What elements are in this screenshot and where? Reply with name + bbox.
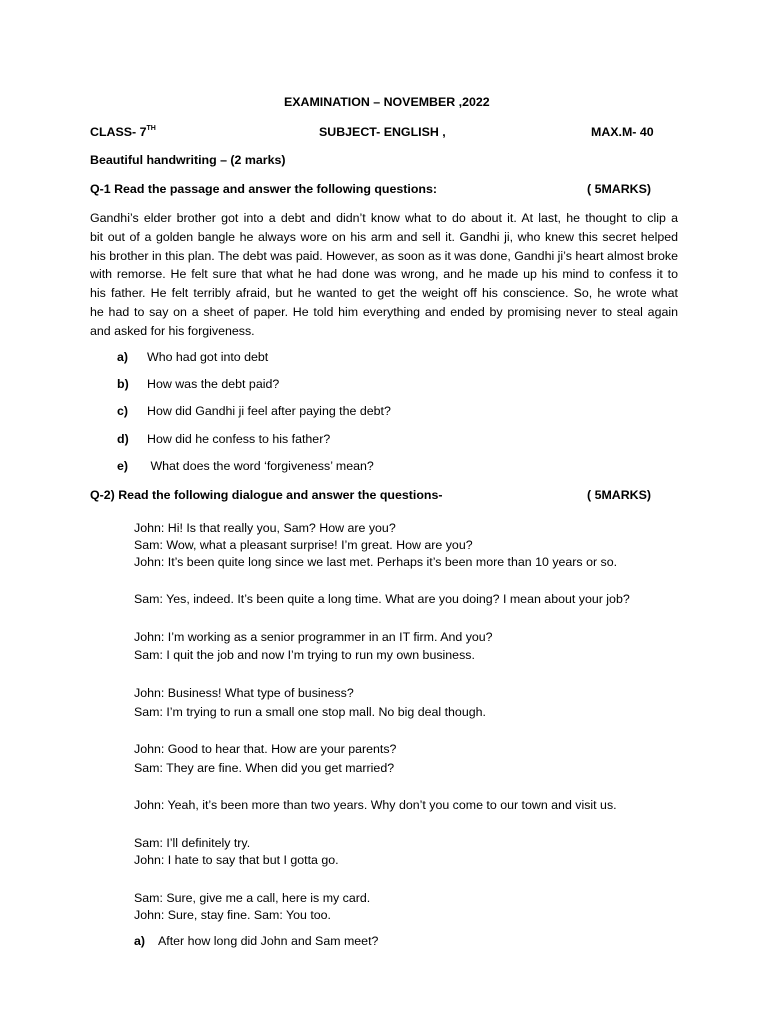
dialogue-line: Sam: Wow, what a pleasant surprise! I’m great. How are you? — [134, 538, 473, 552]
question-label: e) — [117, 459, 129, 473]
passage-line: bit out of a golden bangle he always wore on his arm and sell it. Gandhi ji, who knew this secret helped — [90, 229, 678, 244]
question-text: How did Gandhi ji feel after paying the debt? — [147, 404, 391, 418]
dialogue-line: John: Hi! Is that really you, Sam? How are you? — [134, 521, 396, 535]
question-label: d) — [117, 432, 129, 446]
question-label: a) — [134, 934, 146, 948]
question-text: Who had got into debt — [147, 350, 269, 364]
dialogue-line: John: I’m working as a senior programmer in an IT firm. And you? — [134, 630, 493, 644]
q1-marks: ( 5MARKS) — [587, 182, 652, 196]
question-text: How was the debt paid? — [147, 377, 280, 391]
dialogue-line: John: Yeah, it’s been more than two years. Why don’t you come to our town and visit us. — [134, 798, 617, 812]
q1-question — [117, 350, 268, 364]
dialogue-line: Sam: Yes, indeed. It’s been quite a long time. What are you doing? I mean about your job? — [134, 592, 630, 606]
class-superscript: TH — [146, 125, 156, 132]
class-label: CLASS- 7TH — [90, 125, 156, 139]
handwriting-instruction: Beautiful handwriting – (2 marks) — [90, 153, 286, 167]
passage-line: he had to say on a sheet of paper. He told him everything and ended by promising never to steal again — [90, 304, 678, 319]
q1-heading: Q-1 Read the passage and answer the following questions: — [90, 182, 437, 196]
question-text: What does the word ‘forgiveness’ mean? — [147, 459, 374, 473]
dialogue-line: Sam: I’m trying to run a small one stop mall. No big deal though. — [134, 705, 486, 719]
dialogue-line: John: Sure, stay fine. Sam: You too. — [134, 908, 331, 922]
question-label: c) — [117, 404, 129, 418]
passage-line: with remorse. He felt sure that what he had done was wrong, and he made up his mind to confess it to — [90, 267, 678, 282]
dialogue-line: John: Good to hear that. How are your parents? — [134, 742, 397, 756]
q1-passage — [90, 209, 678, 341]
exam-title: EXAMINATION – NOVEMBER ,2022 — [284, 95, 490, 109]
passage-line: Gandhi’s elder brother got into a debt and didn’t know what to do about it. At last, he thought to clip a — [90, 211, 678, 225]
q2-heading: Q-2) Read the following dialogue and answer the questions- — [90, 488, 443, 502]
dialogue-line: John: It’s been quite long since we last met. Perhaps it’s been more than 10 years or so. — [134, 555, 618, 569]
q1-question — [117, 459, 374, 473]
passage-line: his father. He felt terribly afraid, but he wanted to get the weight off his conscience. So, he wrote what — [90, 286, 678, 301]
question-text: After how long did John and Sam meet? — [158, 934, 379, 948]
question-text: How did he confess to his father? — [147, 432, 331, 446]
dialogue-line: Sam: I’ll definitely try. — [134, 836, 251, 850]
q1-question — [117, 377, 279, 391]
subject-label: SUBJECT- ENGLISH , — [319, 125, 446, 139]
question-label: b) — [117, 377, 129, 391]
passage-line: his brother in this plan. The debt was paid. However, as soon as it was done, Gandhi ji’s heart almost broke — [90, 248, 678, 263]
dialogue-line: Sam: Sure, give me a call, here is my card. — [134, 891, 371, 905]
q2-question — [134, 934, 378, 948]
q1-question — [117, 432, 330, 446]
dialogue-line: Sam: I quit the job and now I’m trying to run my own business. — [134, 648, 475, 662]
dialogue-line: John: Business! What type of business? — [134, 686, 354, 700]
q2-marks: ( 5MARKS) — [587, 488, 652, 502]
question-label: a) — [117, 350, 129, 364]
dialogue-line: Sam: They are fine. When did you get married? — [134, 761, 395, 775]
max-marks-label: MAX.M- 40 — [591, 125, 654, 139]
dialogue-line: John: I hate to say that but I gotta go. — [134, 853, 339, 867]
q1-question — [117, 404, 391, 418]
passage-line: and asked for his forgiveness. — [90, 323, 255, 338]
